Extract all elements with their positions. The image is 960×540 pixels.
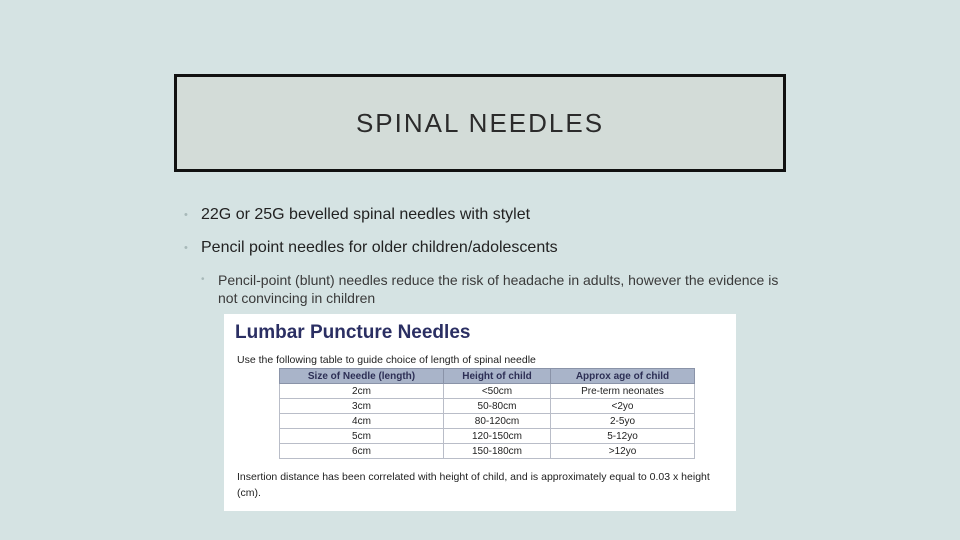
table-row [280, 429, 695, 444]
table-cell: 5-12yo [551, 429, 695, 444]
table-cell: 120-150cm [444, 429, 551, 444]
bullet-dot-icon: • [184, 209, 188, 221]
table-row [280, 399, 695, 414]
table-cell: 2cm [280, 384, 444, 399]
table-cell: 150-180cm [444, 444, 551, 459]
table-row [280, 414, 695, 429]
slide-title: SPINAL NEEDLES [355, 107, 605, 138]
table-cell: <50cm [444, 384, 551, 399]
header-child-age: Approx age of child [551, 369, 695, 384]
image-note: Insertion distance has been correlated with height of child, and is approximately equal to 0.03 x height (cm). [237, 471, 710, 499]
lumbar-puncture-image [224, 314, 736, 511]
bullet-text: Pencil point needles for older children/adolescents [201, 239, 558, 256]
header-child-height: Height of child [444, 369, 551, 384]
table-cell: Pre-term neonates [551, 384, 695, 399]
table-cell: 4cm [280, 414, 444, 429]
image-subtitle: Use the following table to guide choice of length of spinal needle [237, 354, 536, 366]
bullet-dot-icon: • [184, 242, 188, 254]
bullet-list [184, 205, 824, 307]
table-cell: 50-80cm [444, 399, 551, 414]
bullet-item [184, 238, 824, 258]
bullet-item [184, 205, 824, 225]
table-cell: 80-120cm [444, 414, 551, 429]
table-cell: 2-5yo [551, 414, 695, 429]
table-header-row [280, 369, 695, 384]
image-title: Lumbar Puncture Needles [235, 322, 471, 343]
bullet-dot-icon: • [201, 274, 205, 285]
table-cell: <2yo [551, 399, 695, 414]
sub-bullet-text: Pencil-point (blunt) needles reduce the risk of headache in adults, however the evidence is not convincing in children [218, 272, 779, 306]
table-cell: 3cm [280, 399, 444, 414]
bullet-text: 22G or 25G bevelled spinal needles with stylet [201, 206, 531, 223]
sub-bullet-item [201, 271, 801, 307]
table-row [280, 444, 695, 459]
table-cell: 5cm [280, 429, 444, 444]
header-needle-size: Size of Needle (length) [280, 369, 444, 384]
table-cell: 6cm [280, 444, 444, 459]
needle-table [279, 368, 695, 459]
title-box [174, 74, 786, 172]
table-cell: >12yo [551, 444, 695, 459]
table-row [280, 384, 695, 399]
